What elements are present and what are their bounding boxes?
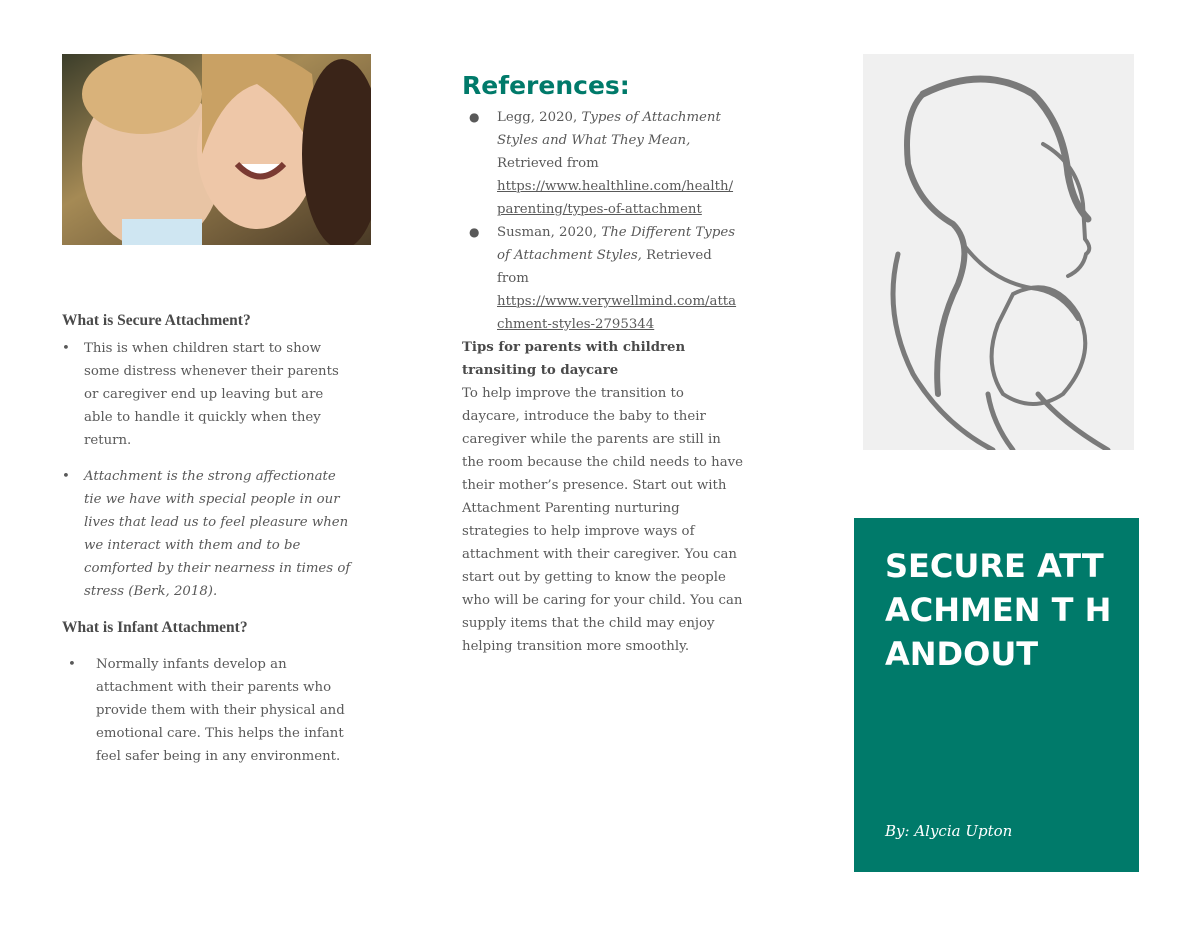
bullet-icon: ●	[469, 110, 480, 124]
tips-body: To help improve the transition to daycare, introduce the baby to their caregiver while the parents are still in the room because the child needs to have their mother’s presence. Start out with Attachment Parenting nurturing strategies to help improve ways of attachment with their caregiver. You can start out by getting to know the people who will be caring for your child. You can supply items that the child may enjoy helping transition more smoothly.	[462, 386, 744, 654]
family-photo	[62, 54, 371, 245]
list-item-text: This is when children start to show some distress whenever their parents or caregiver end up leaving but are able to handle it quickly when they return.	[84, 341, 339, 448]
author-line: By: Alycia Upton	[885, 822, 1013, 840]
bullet-icon: •	[62, 341, 70, 356]
bullet-icon: ●	[469, 225, 480, 239]
cover-title: SECURE ATTACHMEN T HANDOUT	[885, 547, 1112, 673]
list-item-text: Attachment is the strong affectionate tie we have with special people in our lives that lead us to feel pleasure when we interact with them and to be comforted by their nearness in times of stress (Berk, 2018).	[84, 469, 351, 599]
list-item	[62, 465, 352, 603]
bullet-icon: •	[68, 657, 76, 672]
references-list	[462, 106, 744, 336]
references-title: References:	[462, 71, 630, 100]
reference-item	[462, 221, 744, 336]
middle-panel	[462, 66, 744, 658]
list-item	[62, 337, 352, 452]
cover-panel	[854, 518, 1139, 872]
reference-title: Types of Attachment Styles and What They Mean,	[497, 110, 721, 148]
list-item-text: Normally infants develop an attachment with their parents who provide them with their physical and emotional care. This helps the infant feel safer being in any environment.	[96, 657, 345, 764]
reference-link[interactable]: https://www.verywellmind.com/atta chment-styles-2795344	[497, 294, 737, 332]
reference-title: The Different Types of Attachment Styles,	[497, 225, 736, 263]
list-item	[62, 653, 352, 768]
tips-heading: Tips for parents with children transiting to daycare	[462, 340, 686, 378]
bullet-icon: •	[62, 469, 70, 484]
reference-author: Susman, 2020,	[497, 225, 602, 240]
infant-attachment-heading: What is Infant Attachment?	[62, 619, 248, 636]
reference-retrieved: Retrieved from	[497, 248, 712, 286]
reference-author: Legg, 2020,	[497, 110, 582, 125]
reference-link[interactable]: https://www.healthline.com/health/ parenting/types-of-attachment	[497, 179, 734, 217]
secure-attachment-list	[62, 337, 352, 603]
mother-baby-illustration	[863, 54, 1134, 450]
left-panel	[62, 312, 352, 768]
reference-retrieved: Retrieved from	[497, 156, 599, 171]
secure-attachment-heading: What is Secure Attachment?	[62, 312, 251, 329]
reference-item	[462, 106, 744, 221]
infant-attachment-list	[62, 653, 352, 768]
